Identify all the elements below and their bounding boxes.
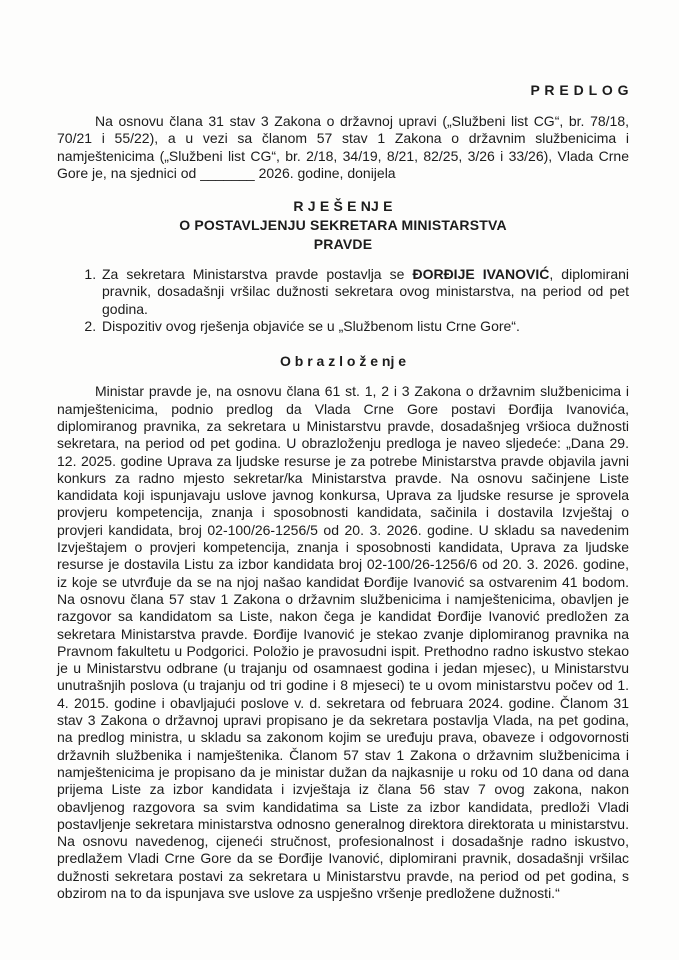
title-line-subject: O POSTAVLJENJU SEKRETARA MINISTARSTVA: [179, 217, 507, 234]
predlog-label: P R E D L O G: [530, 82, 629, 98]
title-line-ministry: PRAVDE: [313, 236, 373, 253]
decision-item-1-prefix: Za sekretara Ministarstva pravde postavlja se: [102, 266, 413, 283]
explanation-heading: O b r a z l o ž e nj e: [279, 353, 407, 370]
intro-paragraph: Na osnovu člana 31 stav 3 Zakona o državnoj upravi („Službeni list CG“, br. 78/18, 70/21 i 55/22), a u vezi sa članom 57 stav 1 Zakona o državnim službenicima i namještenicima („Službeni list CG“, br. 2/18, 34/19, 8/21, 82/25, 3/26 i 33/26), Vlada Crne Gore je, na sjednici od _______ 2026. godine, donijela: [57, 113, 629, 181]
document-title: [57, 197, 629, 254]
appointee-name: ĐORĐIJE IVANOVIĆ: [412, 266, 550, 283]
title-line-rjesenje: R J E Š E NJ E: [293, 198, 393, 215]
decision-item-appointment: [100, 266, 629, 318]
decision-item-1-suffix: , diplomirani pravnik, dosadašnji vršilac dužnosti sekretara ovog ministarstva, na period od pet godina.: [102, 266, 629, 317]
decision-item-publication: 2. Dispozitiv ovog rješenja objaviće se u „Službenom listu Crne Gore“.: [100, 318, 629, 335]
explanation-paragraph: Ministar pravde je, na osnovu člana 61 st. 1, 2 i 3 Zakona o državnim službenicima i namještenicima, podnio predlog da Vlada Crne Gore postavi Đorđija Ivanovića, diplomiranog pravnika, za sekretara u Ministarstvu pravde, dosadašnjeg vršioca dužnosti sekretara, na period od pet godina. U obrazloženju predloga je naveo sljedeće: „Dana 29. 12. 2025. godine Uprava za ljudske resurse je za potrebe Ministarstva pravde objavila javni konkurs za radno mjesto sekretar/ka Ministarstva pravde. Na osnovu sačinjene Liste kandidata koji ispunjavaju uslove javnog konkursa, Uprava za ljudske resurse je sprovela provjeru kompetencija, znanja i sposobnosti kandidata, sačinila i dostavila Izvještaj o provjeri kandidata, broj 02-100/26-1256/5 od 20. 3. 2026. godine. U skladu sa navedenim Izvještajem o provjeri kompetencija, znanja i sposobnosti kandidata, Uprava za ljudske resurse je dostavila Listu za izbor kandidata broj 02-100/26-1256/6 od 20. 3. 2026. godine, iz koje se utvrđuje da se na njoj našao kandidat Đorđije Ivanović sa ostvarenim 41 bodom. Na osnovu člana 57 stav 1 Zakona o državnim službenicima i namještenicima, obavljen je razgovor sa kandidatom sa Liste, nakon čega je kandidat Đorđije Ivanović predložen za sekretara Ministarstva pravde. Đorđije Ivanović je stekao zvanje diplomiranog pravnika na Pravnom fakultetu u Podgorici. Položio je pravosudni ispit. Prethodno radno iskustvo stekao je u Ministarstvu odbrane (u trajanju od osamnaest godina i jedan mjesec), u Ministarstvu unutrašnjih poslova (u trajanju od tri godine i 8 mjeseci) te u ovom ministarstvu počev od 1. 4. 2015. godine i obavljajući poslove v. d. sekretara od februara 2024. godine. Članom 31 stav 3 Zakona o državnoj upravi propisano je da sekretara postavlja Vlada, na pet godina, na predlog ministra, u skladu sa zakonom kojim se uređuju prava, obaveze i odgovornosti državnih službenika i namještenika. Članom 57 stav 1 Zakona o državnim službenicima i namještenicima je propisano da je ministar dužan da najkasnije u roku od 10 dana od dana prijema Liste za izbor kandidata i izvještaja iz člana 56 stav 7 ovog zakona, nakon obavljenog razgovora sa svim kandidatima sa Liste za izbor kandidata, predloži Vladi postavljenje sekretara ministarstva odnosno generalnog direktora direktorata u ministarstvu. Na osnovu navedenog, cijeneći stručnost, profesionalnost i dosadašnje radno iskustvo, predlažem Vladi Crne Gore da se Đorđije Ivanović, diplomirani pravnik, dosadašnji vršilac dužnosti sekretara postavi za sekretara u Ministarstvu pravde, na period od pet godina, s obzirom na to da ispunjava sve uslove za uspješno vršenje predložene dužnosti.“: [57, 383, 629, 901]
decision-items-list: [57, 266, 629, 335]
